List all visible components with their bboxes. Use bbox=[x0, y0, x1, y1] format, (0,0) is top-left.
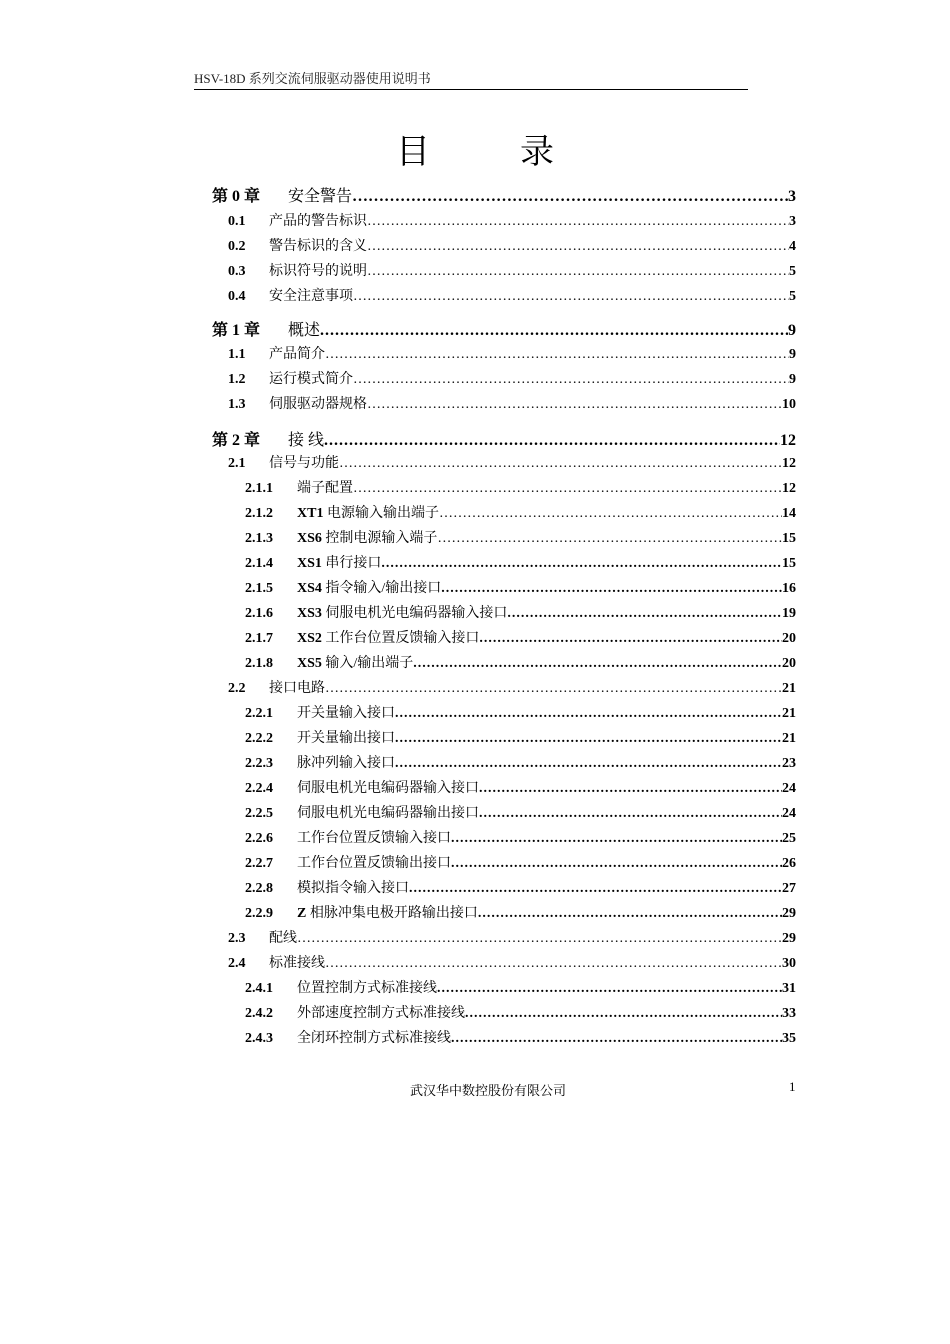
toc-dot-leader bbox=[395, 756, 782, 772]
toc-entry-number: 2.1.8 bbox=[245, 656, 273, 671]
toc-entry-number: 1.1 bbox=[228, 347, 246, 362]
toc-entry-title: 开关量输出接口 bbox=[297, 731, 395, 746]
toc-entry[interactable] bbox=[228, 452, 796, 472]
toc-entry-title: 接 线 bbox=[288, 432, 325, 449]
toc-entry-number: 第 0 章 bbox=[212, 188, 261, 205]
toc-entry-page: 31 bbox=[782, 981, 796, 996]
toc-entry-number: 2.1.6 bbox=[245, 606, 273, 621]
toc-entry-number: 第 1 章 bbox=[212, 322, 261, 339]
toc-entry[interactable] bbox=[245, 1027, 796, 1047]
toc-entry-number: 2.1.5 bbox=[245, 581, 273, 596]
toc-entry-title: 信号与功能 bbox=[269, 456, 339, 471]
toc-dot-leader bbox=[451, 831, 782, 847]
toc-dot-leader bbox=[413, 656, 782, 672]
toc-dot-leader bbox=[324, 432, 780, 450]
toc-entry[interactable] bbox=[245, 627, 796, 647]
toc-entry-page: 9 bbox=[789, 372, 796, 387]
toc-entry-title: 模拟指令输入接口 bbox=[297, 881, 409, 896]
toc-entry-title: 伺服驱动器规格 bbox=[269, 397, 367, 412]
toc-entry-number: 2.1.4 bbox=[245, 556, 273, 571]
toc-entry-title: 工作台位置反馈输出接口 bbox=[297, 856, 451, 871]
toc-dot-leader bbox=[297, 931, 782, 947]
toc-entry-page: 30 bbox=[782, 956, 796, 971]
toc-entry[interactable] bbox=[212, 183, 796, 206]
toc-dot-leader bbox=[353, 481, 782, 497]
toc-dot-leader bbox=[353, 372, 789, 388]
toc-entry[interactable] bbox=[228, 677, 796, 697]
toc-entry[interactable] bbox=[245, 527, 796, 547]
toc-dot-leader bbox=[479, 806, 782, 822]
title-char-1: 目 bbox=[396, 132, 430, 172]
toc-entry-title: 开关量输入接口 bbox=[297, 706, 395, 721]
toc-dot-leader bbox=[465, 1006, 782, 1022]
toc-entry-title: 全闭环控制方式标准接线 bbox=[297, 1031, 451, 1046]
toc-dot-leader bbox=[367, 397, 782, 413]
toc-entry-number: 2.4 bbox=[228, 956, 246, 971]
toc-entry-number: 2.2.6 bbox=[245, 831, 273, 846]
toc-dot-leader bbox=[451, 1031, 782, 1047]
toc-entry[interactable] bbox=[228, 952, 796, 972]
toc-entry[interactable] bbox=[245, 877, 796, 897]
toc-dot-leader bbox=[478, 906, 782, 922]
toc-entry-number: 1.2 bbox=[228, 372, 246, 387]
toc-entry[interactable] bbox=[228, 210, 796, 230]
toc-entry-page: 29 bbox=[782, 906, 796, 921]
toc-entry-page: 27 bbox=[782, 881, 796, 896]
toc-entry[interactable] bbox=[228, 393, 796, 413]
toc-entry-page: 21 bbox=[782, 681, 796, 696]
toc-dot-leader bbox=[409, 881, 782, 897]
toc-entry-number: 2.2.3 bbox=[245, 756, 273, 771]
toc-entry-title: 脉冲列输入接口 bbox=[297, 756, 395, 771]
toc-entry-title: 端子配置 bbox=[297, 481, 353, 496]
toc-entry-page: 5 bbox=[789, 264, 796, 279]
toc-entry-page: 12 bbox=[780, 432, 796, 449]
toc-entry-title: XS2 工作台位置反馈输入接口 bbox=[297, 631, 480, 646]
toc-entry-title: 接口电路 bbox=[269, 681, 325, 696]
toc-entry[interactable] bbox=[245, 552, 796, 572]
toc-entry-number: 2.2 bbox=[228, 681, 246, 696]
toc-dot-leader bbox=[381, 556, 782, 572]
toc-entry-number: 2.2.7 bbox=[245, 856, 273, 871]
toc-entry-title: XS5 输入/输出端子 bbox=[297, 656, 414, 671]
toc-entry-title: 外部速度控制方式标准接线 bbox=[297, 1006, 465, 1021]
toc-dot-leader bbox=[353, 289, 789, 305]
toc-entry-title: 警告标识的含义 bbox=[269, 239, 367, 254]
toc-entry-page: 14 bbox=[782, 506, 796, 521]
toc-dot-leader bbox=[367, 264, 789, 280]
toc-entry[interactable] bbox=[245, 777, 796, 797]
toc-entry[interactable] bbox=[245, 852, 796, 872]
toc-entry-page: 15 bbox=[782, 556, 796, 571]
toc-entry[interactable] bbox=[245, 977, 796, 997]
toc-entry-title: 安全注意事项 bbox=[269, 289, 353, 304]
toc-entry-number: 2.4.1 bbox=[245, 981, 273, 996]
toc-dot-leader bbox=[437, 531, 782, 547]
toc-entry-number: 1.3 bbox=[228, 397, 246, 412]
footer-page-number: 1 bbox=[789, 1079, 796, 1094]
toc-entry-title: 伺服电机光电编码器输出接口 bbox=[297, 806, 479, 821]
toc-entry-number: 2.2.8 bbox=[245, 881, 273, 896]
toc-entry-number: 2.1.2 bbox=[245, 506, 273, 521]
toc-entry-title: 标识符号的说明 bbox=[269, 264, 367, 279]
toc-entry-title: 工作台位置反馈输入接口 bbox=[297, 831, 451, 846]
toc-entry[interactable] bbox=[245, 752, 796, 772]
toc-entry-page: 25 bbox=[782, 831, 796, 846]
toc-entry-number: 2.2.2 bbox=[245, 731, 273, 746]
toc-entry[interactable] bbox=[245, 902, 796, 922]
toc-entry-title: XS1 串行接口 bbox=[297, 556, 382, 571]
title-char-2: 录 bbox=[520, 132, 554, 172]
toc-entry-number: 2.2.4 bbox=[245, 781, 273, 796]
toc-entry-title: XS3 伺服电机光电编码器输入接口 bbox=[297, 606, 508, 621]
toc-dot-leader bbox=[439, 506, 782, 522]
toc-entry[interactable] bbox=[245, 802, 796, 822]
toc-entry-page: 3 bbox=[788, 188, 796, 205]
toc-dot-leader bbox=[479, 631, 782, 647]
toc-entry-number: 2.1.7 bbox=[245, 631, 273, 646]
toc-entry-number: 2.1.1 bbox=[245, 481, 273, 496]
toc-entry-title: 运行模式简介 bbox=[269, 372, 353, 387]
toc-dot-leader bbox=[367, 214, 789, 230]
toc-entry-page: 19 bbox=[782, 606, 796, 621]
toc-entry-title: XS6 控制电源输入端子 bbox=[297, 531, 438, 546]
page-title bbox=[0, 124, 950, 173]
toc-entry-number: 第 2 章 bbox=[212, 432, 261, 449]
toc-entry-page: 35 bbox=[782, 1031, 796, 1046]
toc-entry[interactable] bbox=[212, 317, 796, 340]
toc-entry-page: 9 bbox=[788, 322, 796, 339]
toc-entry[interactable] bbox=[212, 427, 796, 450]
toc-entry-title: Z 相脉冲集电极开路输出接口 bbox=[297, 906, 478, 921]
toc-entry-page: 24 bbox=[782, 806, 796, 821]
toc-entry-number: 2.2.1 bbox=[245, 706, 273, 721]
toc-entry-page: 33 bbox=[782, 1006, 796, 1021]
toc-entry-page: 21 bbox=[782, 731, 796, 746]
toc-entry-number: 2.2.9 bbox=[245, 906, 273, 921]
toc-entry[interactable] bbox=[245, 652, 796, 672]
toc-entry-title: XT1 电源输入输出端子 bbox=[297, 506, 439, 521]
toc-dot-leader bbox=[479, 781, 782, 797]
toc-dot-leader bbox=[339, 456, 782, 472]
toc-entry-title: 标准接线 bbox=[269, 956, 325, 971]
toc-entry-title: 位置控制方式标准接线 bbox=[297, 981, 437, 996]
toc-entry[interactable] bbox=[228, 927, 796, 947]
toc-entry[interactable] bbox=[228, 260, 796, 280]
toc-entry-page: 12 bbox=[782, 481, 796, 496]
toc-entry-page: 26 bbox=[782, 856, 796, 871]
toc-entry[interactable] bbox=[245, 602, 796, 622]
toc-entry[interactable] bbox=[228, 343, 796, 363]
toc-entry-title: 伺服电机光电编码器输入接口 bbox=[297, 781, 479, 796]
toc-dot-leader bbox=[325, 956, 782, 972]
toc-entry-page: 16 bbox=[782, 581, 796, 596]
toc-entry[interactable] bbox=[228, 235, 796, 255]
toc-entry-number: 2.1 bbox=[228, 456, 246, 471]
toc-entry[interactable] bbox=[245, 702, 796, 722]
toc-entry-page: 9 bbox=[789, 347, 796, 362]
toc-entry[interactable] bbox=[228, 285, 796, 305]
toc-entry-number: 2.1.3 bbox=[245, 531, 273, 546]
toc-entry-page: 23 bbox=[782, 756, 796, 771]
toc-entry-page: 12 bbox=[782, 456, 796, 471]
toc-entry-number: 2.4.2 bbox=[245, 1006, 273, 1021]
toc-entry-page: 5 bbox=[789, 289, 796, 304]
toc-entry[interactable] bbox=[245, 1002, 796, 1022]
toc-entry[interactable] bbox=[228, 368, 796, 388]
toc-dot-leader bbox=[441, 581, 782, 597]
header-divider bbox=[194, 89, 748, 90]
toc-entry-page: 15 bbox=[782, 531, 796, 546]
toc-entry-title: 安全警告 bbox=[288, 188, 353, 205]
toc-entry-page: 20 bbox=[782, 631, 796, 646]
toc-entry-page: 3 bbox=[789, 214, 796, 229]
toc-dot-leader bbox=[451, 856, 782, 872]
toc-entry-page: 24 bbox=[782, 781, 796, 796]
toc-entry-page: 4 bbox=[789, 239, 796, 254]
toc-dot-leader bbox=[507, 606, 782, 622]
toc-dot-leader bbox=[325, 681, 782, 697]
toc-entry-number: 0.3 bbox=[228, 264, 246, 279]
toc-entry[interactable] bbox=[245, 827, 796, 847]
toc-entry-number: 2.2.5 bbox=[245, 806, 273, 821]
toc-entry-page: 20 bbox=[782, 656, 796, 671]
toc-entry[interactable] bbox=[245, 577, 796, 597]
toc-dot-leader bbox=[437, 981, 782, 997]
toc-entry-number: 2.3 bbox=[228, 931, 246, 946]
toc-entry-number: 0.4 bbox=[228, 289, 246, 304]
toc-dot-leader bbox=[395, 706, 782, 722]
footer-company: 武汉华中数控股份有限公司 bbox=[410, 1083, 567, 1098]
toc-dot-leader bbox=[325, 347, 789, 363]
toc-entry[interactable] bbox=[245, 477, 796, 497]
toc-entry-title: 产品的警告标识 bbox=[269, 214, 367, 229]
toc-entry-title: 产品简介 bbox=[269, 347, 325, 362]
toc-dot-leader bbox=[320, 322, 788, 340]
toc-dot-leader bbox=[367, 239, 789, 255]
document-header: HSV-18D 系列交流伺服驱动器使用说明书 bbox=[194, 71, 431, 86]
toc-entry-number: 0.1 bbox=[228, 214, 246, 229]
toc-entry-page: 29 bbox=[782, 931, 796, 946]
toc-entry-number: 2.4.3 bbox=[245, 1031, 273, 1046]
toc-entry-title: 配线 bbox=[269, 931, 297, 946]
toc-entry-page: 10 bbox=[782, 397, 796, 412]
toc-entry[interactable] bbox=[245, 727, 796, 747]
toc-dot-leader bbox=[352, 188, 788, 206]
toc-dot-leader bbox=[395, 731, 782, 747]
toc-entry-title: XS4 指令输入/输出接口 bbox=[297, 581, 442, 596]
toc-entry-page: 21 bbox=[782, 706, 796, 721]
toc-entry-number: 0.2 bbox=[228, 239, 246, 254]
toc-entry[interactable] bbox=[245, 502, 796, 522]
toc-entry-title: 概述 bbox=[288, 322, 321, 339]
